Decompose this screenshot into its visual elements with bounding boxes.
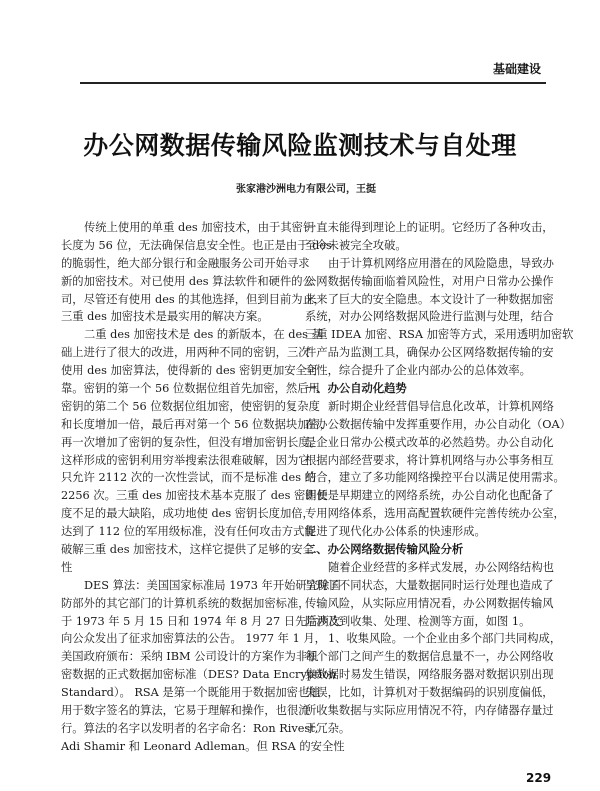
text-line: 和长度增加一倍，最后再对第一个 56 位数据块加密， (61, 417, 332, 431)
text-line: 1、收集风险。一个企业由多个部门共同构成， (328, 632, 562, 646)
text-line: 行。算法的名字以发明者的名字命名：Ron Rivest, (61, 721, 319, 735)
text-line: 用于数字签名的算法，它易于理解和操作，也很流 (61, 704, 310, 718)
text-line: 专用网络体系，选用高配置软硬件完善传统办公室， (305, 507, 565, 521)
text-line: 促进了现代化办公体系的快速形成。 (305, 525, 486, 539)
text-line: 密数据的正式数据加密标准（DES? Data Encryption (61, 668, 337, 682)
text-line: 防部外的其它部门的计算机系统的数据加密标准， (61, 596, 310, 610)
paragraph (61, 326, 332, 576)
text-line: 一直未能得到理论上的证明。它经历了各种攻击， (305, 221, 554, 234)
section-heading (305, 541, 548, 559)
text-line: 2256 次。三重 des 加密技术基本克服了 des 密钥长 (61, 489, 328, 503)
text-line: 再一次增加了密钥的复杂性，但没有增加密钥长度。 (61, 435, 321, 449)
text-line: 传统上使用的单重 des 加密技术，由于其密钥 (84, 221, 315, 234)
page-number: 229 (526, 771, 552, 785)
text-line: 根据内部经营要求，将计算机网络与办公事务相互 (305, 453, 554, 467)
text-line: 是企业日常办公模式改革的必然趋势。办公自动化 (305, 435, 554, 449)
text-line: 全性，综合提升了企业内部办公的总体效率。 (305, 364, 531, 378)
paragraph (305, 255, 574, 380)
text-line: 所收集数据与实际应用情况不符，内存储器存量过 (305, 704, 554, 718)
text-line: 传输风险，从实际应用情况看，办公网数据传输风 (305, 596, 554, 610)
text-line: 件产品为监测工具，确保办公区网络数据传输的安 (305, 346, 554, 360)
text-line: 于 1973 年 5 月 15 日和 1974 年 8 月 27 日先后两次 (61, 614, 341, 628)
text-line: Adi Shamir 和 Leonard Adleman。但 RSA 的安全性 (61, 739, 345, 753)
text-line: 新时期企业经营倡导信息化改革，计算机网络 (328, 399, 554, 413)
text-line: 即便是早期建立的网络系统，办公自动化也配备了 (305, 489, 554, 503)
section-label: 基础建设 (493, 62, 542, 76)
text-line: 呈现了不同状态，大量数据同时运行处理也造成了 (305, 578, 554, 592)
paragraph (61, 219, 332, 326)
text-line: DES 算法：美国国家标准局 1973 年开始研究除国 (84, 578, 341, 592)
text-line: 来来了巨大的安全隐患。本文设计了一种数据加密 (305, 292, 554, 306)
text-line: Standard）。 RSA 是第一个既能用于数据加密也能 (61, 686, 321, 700)
text-line: 在办公数据传输中发挥重要作用，办公自动化（OA） (305, 417, 571, 431)
text-line: 新的加密技术。对已使用 des 算法软件和硬件的公 (61, 274, 314, 288)
text-line: 险涉及到收集、处理、检测等方面，如图 1。 (305, 614, 531, 628)
text-line: 三重 des 加密技术是最实用的解决方案。 (61, 310, 269, 324)
text-line: 结合，建立了多功能网络操控平台以满足使用需求。 (305, 471, 565, 485)
text-line: 集数据时易发生错误，网络服务器对数据识别出现 (305, 668, 554, 682)
paragraph (305, 559, 554, 631)
paragraph (305, 630, 562, 737)
text-line: 公网数据传输面临着风险性，对用户日常办公操作 (305, 274, 554, 288)
text-line: 破解三重 des 加密技术，这样它提供了足够的安全 (61, 543, 314, 557)
article-author: 张家港沙洲电力有限公司，王挺 (236, 184, 376, 195)
text-line: 这样形成的密钥利用穷举搜索法很难破解，因为它 (61, 453, 310, 467)
text-line: 长度为 56 位，无法确保信息安全性。也正是由于 des (61, 238, 332, 252)
right-column (305, 219, 574, 738)
paragraph (305, 398, 571, 541)
article-title: 办公网数据传输风险监测技术与自处理 (83, 131, 517, 160)
text-line: 只允许 2112 次的一次性尝试，而不是标准 des 的 (61, 471, 316, 485)
text-line: 二、办公网络数据传输风险分析 (305, 543, 464, 557)
section-heading (305, 380, 548, 398)
text-line: 随着企业经营的多样式发展，办公网络结构也 (328, 560, 554, 574)
text-line: 美国政府颁布：采纳 IBM 公司设计的方案作为非机 (61, 650, 319, 664)
text-line: 一、办公自动化趋势 (305, 382, 407, 396)
text-line: 使用 des 加密算法，使得新的 des 密钥更加安全可 (61, 364, 319, 378)
text-line: 三重 IDEA 加密、RSA 加密等方式，采用透明加密软 (305, 328, 574, 342)
text-line: 的脆弱性，绝大部分银行和金融服务公司开始寻求 (61, 256, 310, 270)
text-line: 靠。密钥的第一个 56 位数据位组首先加密，然后用 (61, 382, 320, 396)
text-line: 性 (61, 560, 73, 574)
text-line: 度不足的最大缺陷，成功地使 des 密钥长度加倍， (61, 507, 314, 521)
text-line: 于冗杂。 (305, 721, 351, 735)
text-line: 司，尽管还有使用 des 的其他选择，但到目前为止， (61, 292, 326, 306)
text-line: 向公众发出了征求加密算法的公告。 1977 年 1 月， (61, 632, 326, 646)
text-line: 密钥的第二个 56 位数据位组加密，使密钥的复杂度 (61, 399, 320, 413)
text-line: 每个部门之间产生的数据信息量不一，办公网络收 (305, 650, 554, 664)
text-line: 础上进行了很大的改进，用两种不同的密钥，三次 (61, 346, 310, 360)
text-line: 至今未被完全攻破。 (305, 238, 407, 252)
text-line: 二重 des 加密技术是 des 的新版本，在 des 基 (84, 328, 323, 342)
text-line: 达到了 112 位的军用级标准，没有任何攻击方式能 (61, 525, 316, 539)
text-line: 系统，对办公网络数据风险进行监测与处理，结合 (305, 310, 554, 324)
header-rule (80, 82, 546, 84)
text-line: 失误，比如，计算机对于数据编码的识别度偏低， (305, 686, 554, 700)
text-line: 由于计算机网络应用潜在的风险隐患，导致办 (328, 256, 554, 270)
paragraph (305, 219, 554, 255)
